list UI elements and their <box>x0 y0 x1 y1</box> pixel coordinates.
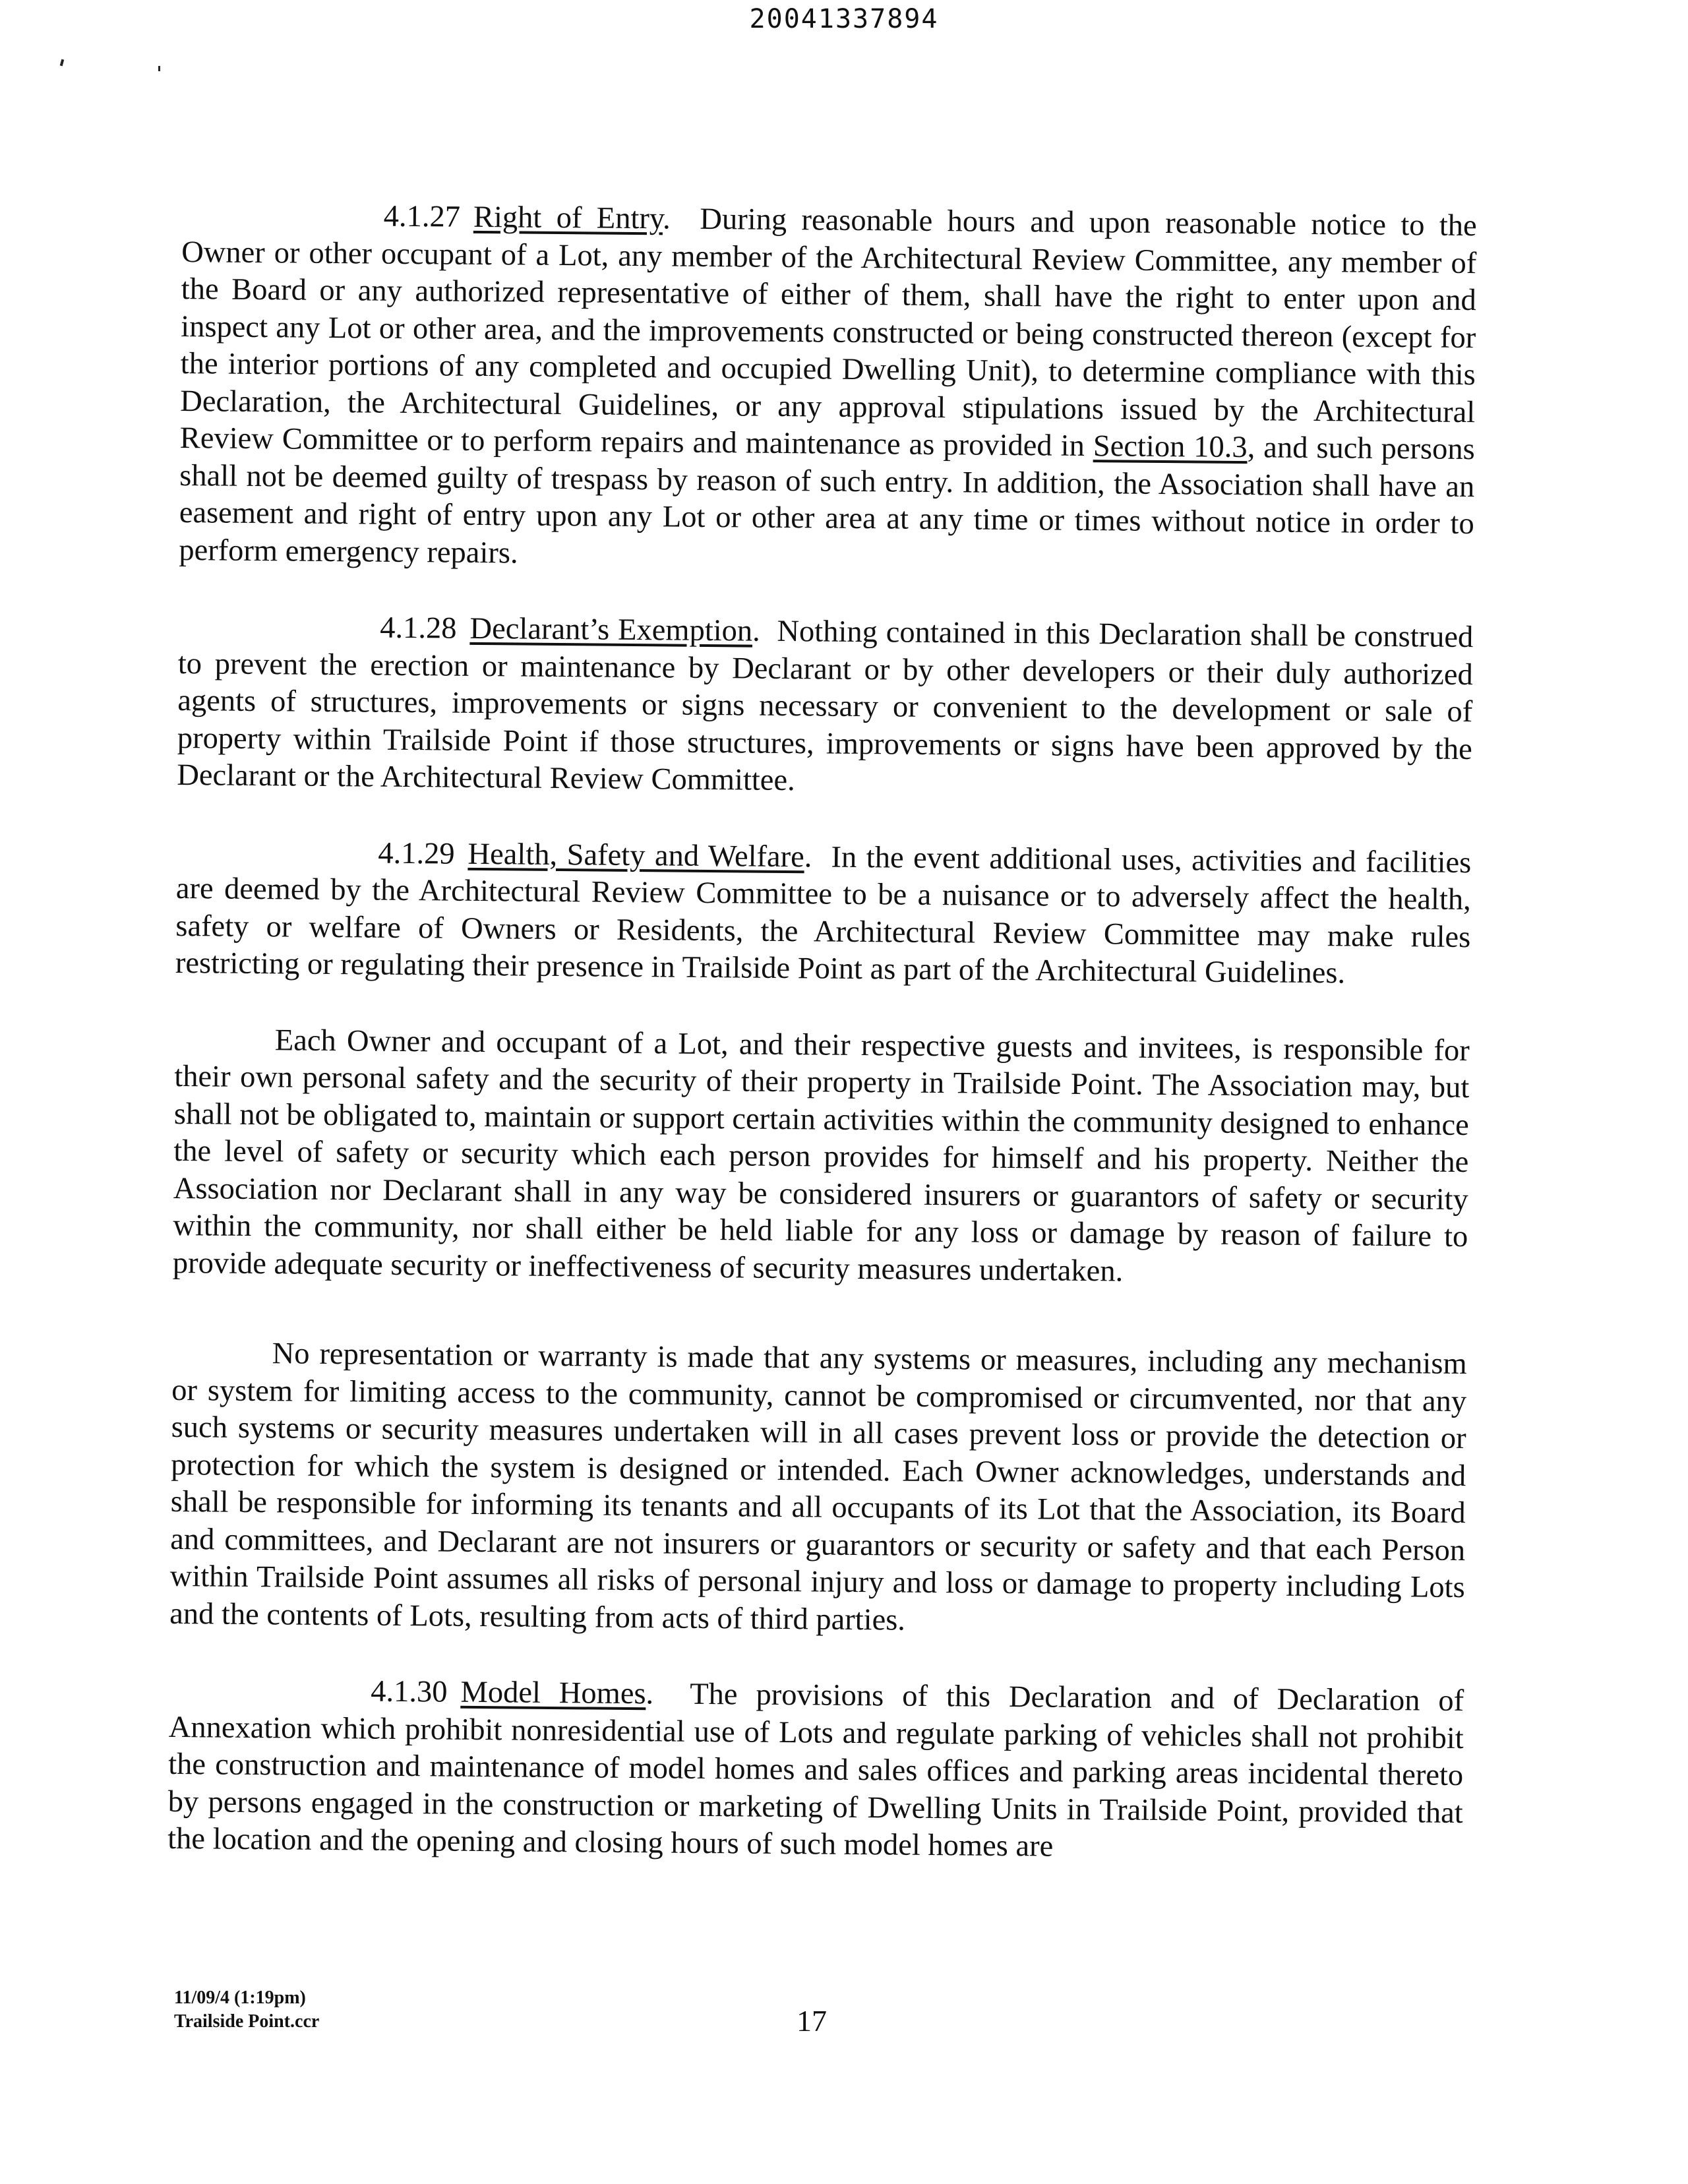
section-body: The provisions of this Declaration and of Declaration of Annexation which prohibit nonresidential use of Lots and regulate parking of vehicles shall not prohibit the construction and maintenance of model homes and sales offices and parking areas incidental thereto by persons engaged in the construction or marketing of Dwelling Units in Trailside Point, provided that the location and the opening and closing hours of such model homes are <box>167 1677 1464 1864</box>
section-title: Right of Entry <box>473 200 663 236</box>
section-number: 4.1.29 <box>378 836 455 871</box>
section-body-continued: , and such persons shall not be deemed guilty of trespass by reason of such entry. In addition, the Association shall have an easement and right of entry upon any Lot or other area at any time or times without notice in order to perform emergency repairs. <box>179 431 1475 570</box>
section-body: In the event additional uses, activities and facilities are deemed by the Architectural Review Committee to be a nuisance or to adversely affect the health, safety or welfare of Owners or Residents, the Architectural Review Committee may make rules restricting or regulating their presence in Trailside Point as part of the Architectural Guidelines. <box>175 840 1472 990</box>
footer-file-name: Trailside Point.ccr <box>174 2011 320 2032</box>
section-4-1-29: 4.1.29 Health, Safety and Welfare. In the event additional uses, activities and facilities are deemed by the Architectural Review Committee to be a nuisance or to adversely affect the health, safety or welfare of Owners or Residents, the Architectural Review Committee may make rules restricting or regulating their presence in Trailside Point as part of the Architectural Guidelines. <box>175 836 1472 990</box>
section-4-1-27: 4.1.27 Right of Entry. During reasonable hours and upon reasonable notice to the Owner or other occupant of a Lot, any member of the Architectural Review Committee, any member of the Board or any authorized representative of either of them, shall have the right to enter upon and inspect any Lot or other area, and the improvements constructed or being constructed thereon (except for the interior portions of any completed and occupied Dwelling Unit), to determine compliance with this Declaration, the Architectural Guidelines, or any approval stipulations issued by the Architectural Review Committee or to perform repairs and maintenance as provided in Section 10.3, and such persons shall not be deemed guilty of trespass by reason of such entry. In addition, the Association shall have an easement and right of entry upon any Lot or other area at any time or times without notice in order to perform emergency repairs. <box>179 199 1477 570</box>
section-reference-link[interactable]: Section 10.3 <box>1093 429 1248 465</box>
paragraph-safety: Each Owner and occupant of a Lot, and their respective guests and invitees, is responsible for their own personal safety and the security of their property in Trailside Point. The Association may, but shall not be obligated to, maintain or support certain activities within the community designed to enhance the level of safety or security which each person provides for himself and his property. Neither the Association nor Declarant shall in any way be considered insurers or guarantors of safety or security within the community, nor shall either be held liable for any loss or damage by reason of failure to provide adequate security or ineffectiveness of security measures undertaken. <box>172 1023 1470 1289</box>
document-body <box>167 197 1476 1908</box>
section-title: Model Homes <box>460 1675 646 1711</box>
footer-date-stamp: 11/09/4 (1:19pm) <box>174 1987 306 2008</box>
section-title: Health, Safety and Welfare <box>467 837 805 874</box>
section-number: 4.1.30 <box>371 1674 448 1709</box>
scan-mark <box>60 59 64 67</box>
scan-mark <box>158 66 160 71</box>
section-4-1-30: 4.1.30 Model Homes. The provisions of this Declaration and of Declaration of Annexation which prohibit nonresidential use of Lots and regulate parking of vehicles shall not prohibit the construction and maintenance of model homes and sales offices and parking areas incidental thereto by persons engaged in the construction or marketing of Dwelling Units in Trailside Point, provided that the location and the opening and closing hours of such model homes are <box>167 1674 1464 1864</box>
section-body: During reasonable hours and upon reasonable notice to the Owner or other occupant of a Lot, any member of the Architectural Review Committee, any member of the Board or any authorized representative of either of them, shall have the right to enter upon and inspect any Lot or other area, and the improvements constructed or being constructed thereon (except for the interior portions of any completed and occupied Dwelling Unit), to determine compliance with this Declaration, the Architectural Guidelines, or any approval stipulations issued by the Architectural Review Committee or to perform repairs and maintenance as provided in <box>179 202 1477 463</box>
section-title: Declarant’s Exemption <box>469 611 753 648</box>
footer-meta <box>174 1986 319 2034</box>
page-number: 17 <box>797 2004 827 2038</box>
paragraph-no-warranty: No representation or warranty is made that any systems or measures, including any mechanism or system for limiting access to the community, cannot be compromised or circumvented, nor that any such systems or security measures undertaken will in all cases prevent loss or provide the detection or protection for which the system is designed or intended. Each Owner acknowledges, understands and shall be responsible for informing its tenants and all occupants of its Lot that the Association, its Board and committees, and Declarant are not insurers or guarantors or security or safety and that each Person within Trailside Point assumes all risks of personal injury and loss or damage to property including Lots and the contents of Lots, resulting from acts of third parties. <box>169 1337 1467 1637</box>
section-number: 4.1.28 <box>380 611 457 646</box>
section-number: 4.1.27 <box>383 199 461 234</box>
section-4-1-28: 4.1.28 Declarant’s Exemption. Nothing contained in this Declaration shall be construed to prevent the erection or maintenance by Declarant or by other developers or their duly authorized agents of structures, improvements or signs necessary or convenient to the development or sale of property within Trailside Point if those structures, improvements or signs have been approved by the Declarant or the Architectural Review Committee. <box>177 611 1474 798</box>
document-number: 20041337894 <box>749 4 939 34</box>
section-body: Nothing contained in this Declaration shall be construed to prevent the erection or maintenance by Declarant or by other developers or their duly authorized agents of structures, improvements or signs necessary or convenient to the development or sale of property within Trailside Point if those structures, improvements or signs have been approved by the Declarant or the Architectural Review Committee. <box>177 614 1474 798</box>
